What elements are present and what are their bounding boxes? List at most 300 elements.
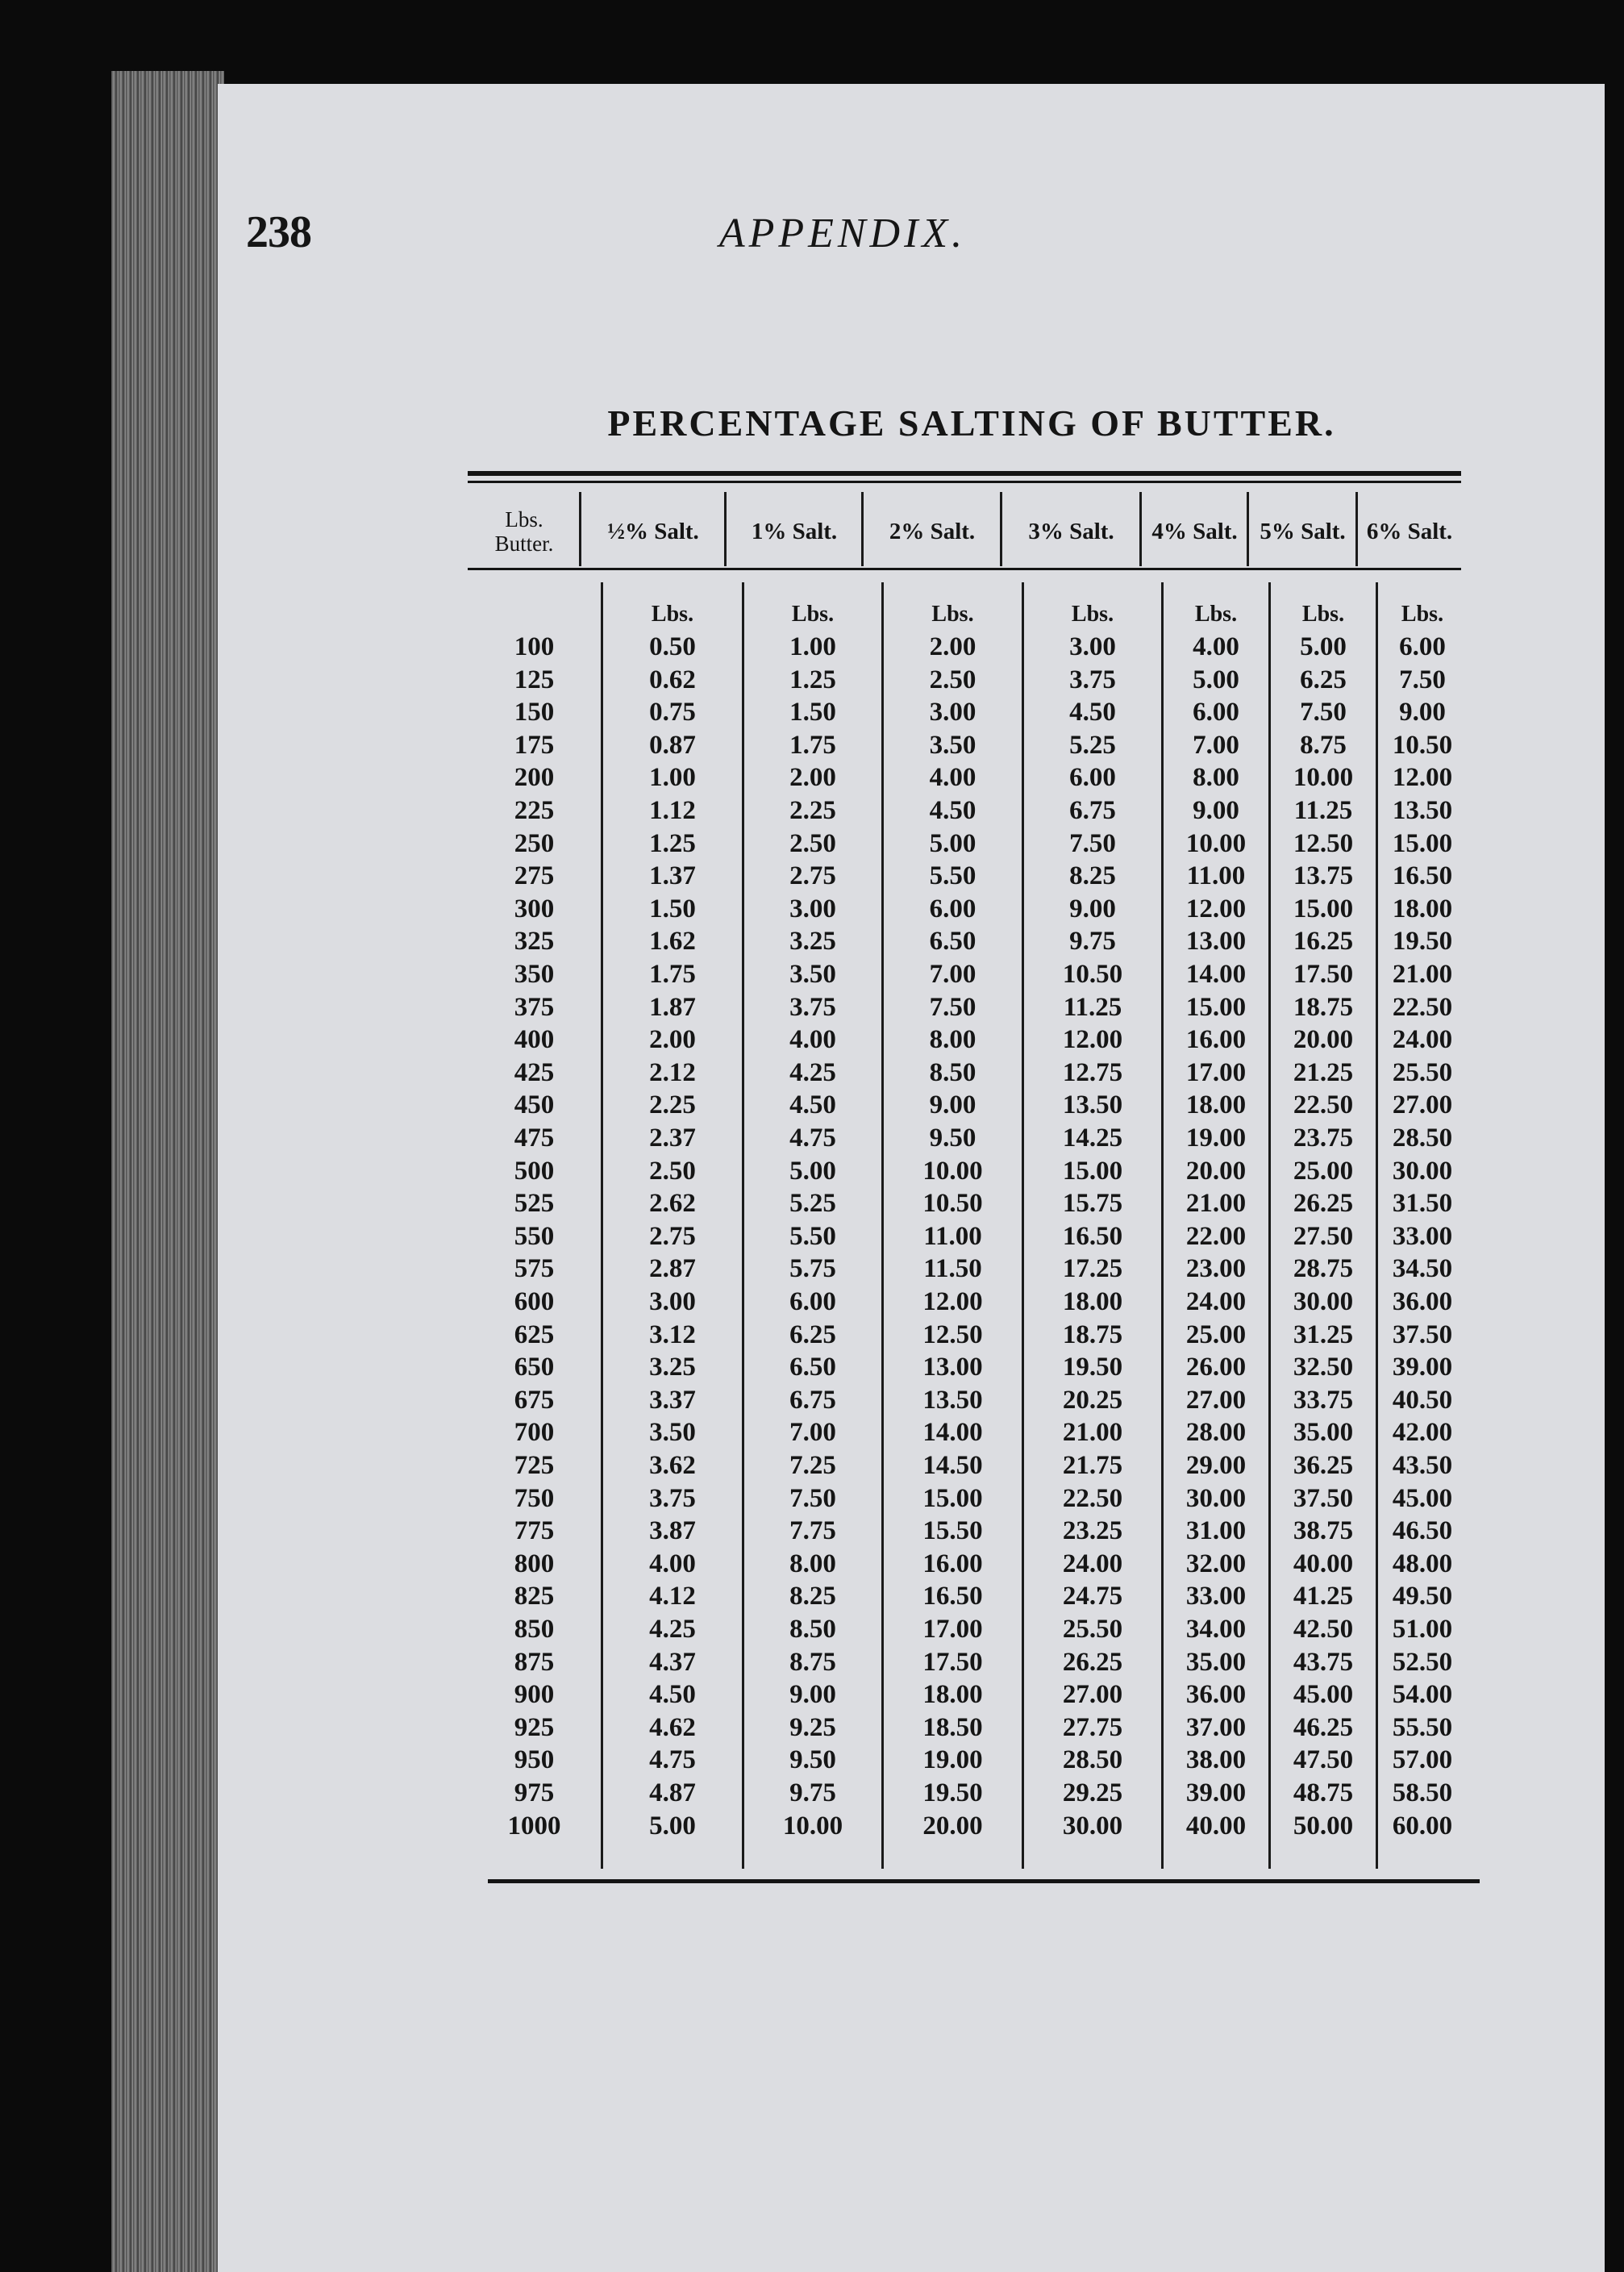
salt-amount-cell: 6.75: [1069, 796, 1116, 825]
salt-amount-cell: 42.00: [1392, 1418, 1453, 1447]
salt-amount-cell: 3.50: [929, 731, 976, 760]
salt-amount-cell: 4.75: [789, 1123, 836, 1153]
salt-amount-cell: 28.75: [1293, 1254, 1354, 1283]
salt-amount-cell: 0.75: [649, 698, 696, 727]
salt-amount-cell: 8.00: [929, 1025, 976, 1054]
butter-weight-cell: 175: [514, 731, 555, 760]
salt-amount-cell: 3.75: [789, 993, 836, 1022]
top-rule-thick: [468, 471, 1461, 476]
salt-amount-cell: 11.25: [1063, 993, 1122, 1022]
salt-amount-cell: 27.00: [1062, 1680, 1123, 1709]
salt-amount-cell: 20.00: [1185, 1157, 1247, 1186]
butter-weight-cell: 475: [514, 1123, 555, 1153]
salt-amount-cell: 48.00: [1392, 1549, 1453, 1578]
salt-amount-cell: 13.75: [1293, 861, 1354, 890]
salt-amount-cell: 15.00: [1392, 829, 1453, 858]
salt-amount-cell: 15.75: [1062, 1189, 1123, 1218]
salt-amount-cell: 4.50: [1069, 698, 1116, 727]
salt-amount-cell: 9.25: [789, 1713, 836, 1742]
salt-amount-cell: 14.00: [922, 1418, 983, 1447]
salt-amount-cell: 2.37: [649, 1123, 696, 1153]
unit-label: Lbs.: [1194, 602, 1238, 627]
salt-amount-cell: 11.50: [923, 1254, 982, 1283]
salt-amount-cell: 7.50: [789, 1484, 836, 1513]
salt-amount-cell: 23.75: [1293, 1123, 1354, 1153]
salt-amount-cell: 21.00: [1062, 1418, 1123, 1447]
salt-amount-cell: 1.75: [649, 960, 696, 989]
salt-amount-cell: 27.00: [1185, 1386, 1247, 1415]
salt-amount-cell: 30.00: [1185, 1484, 1247, 1513]
salt-amount-cell: 2.50: [929, 665, 976, 694]
salt-amount-cell: 7.00: [789, 1418, 836, 1447]
salt-amount-cell: 19.00: [922, 1745, 983, 1774]
salt-amount-cell: 37.50: [1293, 1484, 1354, 1513]
salt-amount-cell: 43.50: [1392, 1451, 1453, 1480]
salt-amount-cell: 2.25: [789, 796, 836, 825]
salt-amount-cell: 25.50: [1392, 1058, 1453, 1087]
header-salt-1: 1% Salt.: [751, 519, 838, 545]
butter-weight-cell: 675: [514, 1386, 555, 1415]
salt-amount-cell: 15.00: [1185, 993, 1247, 1022]
salt-amount-cell: 36.00: [1392, 1287, 1453, 1316]
header-salt-3: 3% Salt.: [1028, 519, 1114, 545]
butter-weight-cell: 775: [514, 1516, 555, 1545]
salt-amount-cell: 19.50: [1062, 1353, 1123, 1382]
header-divider: [1247, 492, 1249, 566]
header-salt-half: ½% Salt.: [607, 519, 699, 545]
salt-amount-cell: 2.62: [649, 1189, 696, 1218]
salt-amount-cell: 16.00: [1185, 1025, 1247, 1054]
table-title: PERCENTAGE SALTING OF BUTTER.: [607, 402, 1336, 444]
salt-amount-cell: 2.75: [789, 861, 836, 890]
salt-amount-cell: 20.25: [1062, 1386, 1123, 1415]
salt-amount-cell: 9.00: [1193, 796, 1239, 825]
salt-amount-cell: 7.00: [1193, 731, 1239, 760]
salt-amount-cell: 15.00: [1062, 1157, 1123, 1186]
salt-amount-cell: 32.00: [1185, 1549, 1247, 1578]
salt-amount-cell: 6.75: [789, 1386, 836, 1415]
header-divider: [1355, 492, 1358, 566]
salt-amount-cell: 1.25: [649, 829, 696, 858]
salt-amount-cell: 12.00: [922, 1287, 983, 1316]
salt-amount-cell: 35.00: [1293, 1418, 1354, 1447]
running-head: APPENDIX.: [718, 211, 967, 256]
salt-amount-cell: 2.50: [789, 829, 836, 858]
salt-amount-cell: 4.12: [649, 1582, 696, 1611]
salt-amount-cell: 16.25: [1293, 927, 1354, 956]
salt-amount-cell: 0.50: [649, 632, 696, 661]
salt-amount-cell: 7.50: [1300, 698, 1347, 727]
butter-weight-cell: 275: [514, 861, 555, 890]
butter-weight-cell: 300: [514, 894, 555, 923]
salt-amount-cell: 15.00: [1293, 894, 1354, 923]
salt-amount-cell: 40.00: [1185, 1811, 1247, 1841]
salt-amount-cell: 4.75: [649, 1745, 696, 1774]
salt-amount-cell: 17.50: [922, 1648, 983, 1677]
unit-label: Lbs.: [1071, 602, 1114, 627]
salt-amount-cell: 11.00: [923, 1222, 982, 1251]
salt-amount-cell: 17.50: [1293, 960, 1354, 989]
salt-amount-cell: 6.25: [789, 1320, 836, 1349]
salt-amount-cell: 9.00: [929, 1090, 976, 1119]
salt-amount-cell: 4.25: [649, 1615, 696, 1644]
salt-amount-cell: 50.00: [1293, 1811, 1354, 1841]
salt-amount-cell: 10.00: [922, 1157, 983, 1186]
salt-amount-cell: 7.00: [929, 960, 976, 989]
salt-amount-cell: 34.00: [1185, 1615, 1247, 1644]
salt-amount-cell: 31.25: [1293, 1320, 1354, 1349]
salt-amount-cell: 10.50: [1392, 731, 1453, 760]
salt-amount-cell: 4.25: [789, 1058, 836, 1087]
salt-amount-cell: 8.00: [1193, 763, 1239, 792]
salt-amount-cell: 36.25: [1293, 1451, 1354, 1480]
salt-amount-cell: 13.00: [1185, 927, 1247, 956]
salt-amount-cell: 42.50: [1293, 1615, 1354, 1644]
salt-amount-cell: 47.50: [1293, 1745, 1354, 1774]
salt-amount-cell: 13.50: [922, 1386, 983, 1415]
salt-amount-cell: 14.00: [1185, 960, 1247, 989]
salt-amount-cell: 5.25: [1069, 731, 1116, 760]
salt-amount-cell: 9.00: [789, 1680, 836, 1709]
salt-amount-cell: 46.50: [1392, 1516, 1453, 1545]
salt-amount-cell: 5.00: [1300, 632, 1347, 661]
salt-amount-cell: 9.50: [789, 1745, 836, 1774]
header-divider: [724, 492, 727, 566]
salt-amount-cell: 12.75: [1062, 1058, 1123, 1087]
page-header: [246, 206, 1439, 263]
salt-amount-cell: 31.50: [1392, 1189, 1453, 1218]
salt-amount-cell: 2.87: [649, 1254, 696, 1283]
header-butter-line2: Butter.: [494, 532, 554, 556]
butter-weight-cell: 950: [514, 1745, 555, 1774]
butter-weight-cell: 725: [514, 1451, 555, 1480]
salt-amount-cell: 7.50: [929, 993, 976, 1022]
salt-amount-cell: 14.50: [922, 1451, 983, 1480]
salt-amount-cell: 9.75: [789, 1778, 836, 1807]
salt-amount-cell: 26.00: [1185, 1353, 1247, 1382]
salt-amount-cell: 32.50: [1293, 1353, 1354, 1382]
salt-amount-cell: 18.00: [1062, 1287, 1123, 1316]
salt-amount-cell: 4.00: [789, 1025, 836, 1054]
salt-amount-cell: 2.50: [649, 1157, 696, 1186]
salt-amount-cell: 2.00: [929, 632, 976, 661]
butter-weight-cell: 550: [514, 1222, 555, 1251]
salt-amount-cell: 18.50: [922, 1713, 983, 1742]
salt-amount-cell: 27.00: [1392, 1090, 1453, 1119]
salt-amount-cell: 37.50: [1392, 1320, 1453, 1349]
salt-amount-cell: 24.00: [1062, 1549, 1123, 1578]
salt-amount-cell: 8.75: [789, 1648, 836, 1677]
salt-amount-cell: 12.00: [1062, 1025, 1123, 1054]
salt-amount-cell: 5.00: [649, 1811, 696, 1841]
salt-amount-cell: 29.25: [1062, 1778, 1123, 1807]
salt-amount-cell: 7.50: [1399, 665, 1446, 694]
salt-amount-cell: 28.50: [1062, 1745, 1123, 1774]
salt-amount-cell: 8.00: [789, 1549, 836, 1578]
salt-amount-cell: 39.00: [1392, 1353, 1453, 1382]
salt-amount-cell: 21.00: [1392, 960, 1453, 989]
salt-amount-cell: 2.00: [789, 763, 836, 792]
salt-amount-cell: 43.75: [1293, 1648, 1354, 1677]
butter-weight-cell: 400: [514, 1025, 555, 1054]
salt-amount-cell: 23.00: [1185, 1254, 1247, 1283]
header-butter: [472, 492, 577, 573]
salt-amount-cell: 48.75: [1293, 1778, 1354, 1807]
header-salt-6: 6% Salt.: [1366, 519, 1453, 545]
butter-weight-cell: 250: [514, 829, 555, 858]
salt-amount-cell: 1.87: [649, 993, 696, 1022]
salt-amount-cell: 5.00: [789, 1157, 836, 1186]
salt-amount-cell: 3.87: [649, 1516, 696, 1545]
salt-amount-cell: 29.00: [1185, 1451, 1247, 1480]
salt-amount-cell: 13.00: [922, 1353, 983, 1382]
salt-amount-cell: 45.00: [1293, 1680, 1354, 1709]
salt-amount-cell: 3.62: [649, 1451, 696, 1480]
butter-weight-cell: 925: [514, 1713, 555, 1742]
unit-label: Lbs.: [1301, 602, 1345, 627]
header-salt-4: 4% Salt.: [1151, 519, 1238, 545]
salt-amount-cell: 21.00: [1185, 1189, 1247, 1218]
salt-amount-cell: 28.00: [1185, 1418, 1247, 1447]
salt-amount-cell: 22.50: [1062, 1484, 1123, 1513]
salt-amount-cell: 27.75: [1062, 1713, 1123, 1742]
salt-amount-cell: 12.50: [1293, 829, 1354, 858]
salt-amount-cell: 1.50: [789, 698, 836, 727]
salt-amount-cell: 3.50: [649, 1418, 696, 1447]
salt-amount-cell: 55.50: [1392, 1713, 1453, 1742]
salt-amount-cell: 2.25: [649, 1090, 696, 1119]
salt-amount-cell: 46.25: [1293, 1713, 1354, 1742]
butter-weight-cell: 625: [514, 1320, 555, 1349]
salt-amount-cell: 40.50: [1392, 1386, 1453, 1415]
salt-amount-cell: 49.50: [1392, 1582, 1453, 1611]
salt-amount-cell: 12.00: [1392, 763, 1453, 792]
butter-weight-cell: 600: [514, 1287, 555, 1316]
salt-amount-cell: 16.50: [1392, 861, 1453, 890]
salt-amount-cell: 18.75: [1062, 1320, 1123, 1349]
salt-amount-cell: 10.00: [1185, 829, 1247, 858]
butter-weight-cell: 425: [514, 1058, 555, 1087]
butter-weight-cell: 500: [514, 1157, 555, 1186]
salt-amount-cell: 3.37: [649, 1386, 696, 1415]
salt-amount-cell: 24.00: [1392, 1025, 1453, 1054]
page-number: 238: [246, 207, 311, 257]
salt-amount-cell: 52.50: [1392, 1648, 1453, 1677]
salt-amount-cell: 22.50: [1392, 993, 1453, 1022]
salt-amount-cell: 3.00: [789, 894, 836, 923]
salt-amount-cell: 16.50: [1062, 1222, 1123, 1251]
salt-amount-cell: 27.50: [1293, 1222, 1354, 1251]
butter-weight-cell: 975: [514, 1778, 555, 1807]
salt-amount-cell: 5.00: [1193, 665, 1239, 694]
salt-amount-cell: 8.75: [1300, 731, 1347, 760]
salt-amount-cell: 45.00: [1392, 1484, 1453, 1513]
salt-amount-cell: 6.00: [929, 894, 976, 923]
header-divider: [1139, 492, 1142, 566]
salt-amount-cell: 1.25: [789, 665, 836, 694]
salt-amount-cell: 6.00: [1069, 763, 1116, 792]
salt-amount-cell: 3.12: [649, 1320, 696, 1349]
salt-amount-cell: 1.62: [649, 927, 696, 956]
butter-weight-cell: 200: [514, 763, 555, 792]
salt-amount-cell: 8.25: [789, 1582, 836, 1611]
salt-amount-cell: 5.75: [789, 1254, 836, 1283]
salt-amount-cell: 36.00: [1185, 1680, 1247, 1709]
butter-weight-cell: 750: [514, 1484, 555, 1513]
salt-amount-cell: 16.50: [922, 1582, 983, 1611]
salt-amount-cell: 58.50: [1392, 1778, 1453, 1807]
salt-amount-cell: 10.00: [782, 1811, 843, 1841]
salt-amount-cell: 6.00: [1399, 632, 1446, 661]
salt-amount-cell: 3.25: [649, 1353, 696, 1382]
salt-amount-cell: 1.00: [649, 763, 696, 792]
salt-amount-cell: 20.00: [922, 1811, 983, 1841]
salt-amount-cell: 3.50: [789, 960, 836, 989]
butter-weight-cell: 225: [514, 796, 555, 825]
salt-amount-cell: 28.50: [1392, 1123, 1453, 1153]
salt-amount-cell: 18.00: [1392, 894, 1453, 923]
salt-amount-cell: 19.00: [1185, 1123, 1247, 1153]
unit-label: Lbs.: [791, 602, 835, 627]
butter-weight-cell: 700: [514, 1418, 555, 1447]
salt-amount-cell: 4.00: [1193, 632, 1239, 661]
salt-amount-cell: 10.50: [922, 1189, 983, 1218]
salt-amount-cell: 9.50: [929, 1123, 976, 1153]
salt-amount-cell: 6.25: [1300, 665, 1347, 694]
book-page-edge: [111, 71, 224, 2272]
salt-amount-cell: 1.50: [649, 894, 696, 923]
header-rule: [468, 568, 1461, 570]
salt-amount-cell: 6.50: [929, 927, 976, 956]
salt-amount-cell: 20.00: [1293, 1025, 1354, 1054]
butter-weight-cell: 900: [514, 1680, 555, 1709]
salt-amount-cell: 7.50: [1069, 829, 1116, 858]
salt-amount-cell: 7.75: [789, 1516, 836, 1545]
salt-amount-cell: 2.75: [649, 1222, 696, 1251]
salt-amount-cell: 9.00: [1069, 894, 1116, 923]
salt-amount-cell: 21.75: [1062, 1451, 1123, 1480]
salt-amount-cell: 25.00: [1293, 1157, 1354, 1186]
salt-amount-cell: 4.37: [649, 1648, 696, 1677]
salt-amount-cell: 3.00: [1069, 632, 1116, 661]
salt-amount-cell: 6.00: [1193, 698, 1239, 727]
salt-amount-cell: 1.00: [789, 632, 836, 661]
salt-amount-cell: 4.62: [649, 1713, 696, 1742]
salt-amount-cell: 1.12: [649, 796, 696, 825]
unit-label: Lbs.: [1401, 602, 1444, 627]
salt-amount-cell: 10.50: [1062, 960, 1123, 989]
salt-amount-cell: 4.50: [649, 1680, 696, 1709]
header-divider: [579, 492, 581, 566]
salt-amount-cell: 8.50: [929, 1058, 976, 1087]
header-divider: [1000, 492, 1002, 566]
salt-amount-cell: 15.00: [922, 1484, 983, 1513]
salt-amount-cell: 3.25: [789, 927, 836, 956]
salt-amount-cell: 6.50: [789, 1353, 836, 1382]
salt-amount-cell: 5.50: [929, 861, 976, 890]
salt-amount-cell: 5.25: [789, 1189, 836, 1218]
salt-amount-cell: 11.00: [1186, 861, 1246, 890]
salt-amount-cell: 30.00: [1293, 1287, 1354, 1316]
salt-amount-cell: 60.00: [1392, 1811, 1453, 1841]
salt-amount-cell: 8.25: [1069, 861, 1116, 890]
salt-amount-cell: 19.50: [1392, 927, 1453, 956]
salt-amount-cell: 38.00: [1185, 1745, 1247, 1774]
salt-amount-cell: 26.25: [1062, 1648, 1123, 1677]
salt-amount-cell: 14.25: [1062, 1123, 1123, 1153]
butter-weight-cell: 825: [514, 1582, 555, 1611]
salt-amount-cell: 4.00: [649, 1549, 696, 1578]
salt-amount-cell: 26.25: [1293, 1189, 1354, 1218]
salt-amount-cell: 23.25: [1062, 1516, 1123, 1545]
salt-amount-cell: 11.25: [1293, 796, 1353, 825]
salt-amount-cell: 9.00: [1399, 698, 1446, 727]
salt-amount-cell: 22.00: [1185, 1222, 1247, 1251]
butter-weight-cell: 150: [514, 698, 555, 727]
top-rule-thin: [468, 481, 1461, 483]
salt-amount-cell: 22.50: [1293, 1090, 1354, 1119]
salt-amount-cell: 0.87: [649, 731, 696, 760]
salt-amount-cell: 19.50: [922, 1778, 983, 1807]
salt-amount-cell: 35.00: [1185, 1648, 1247, 1677]
butter-weight-cell: 375: [514, 993, 555, 1022]
salt-amount-cell: 34.50: [1392, 1254, 1453, 1283]
salt-amount-cell: 21.25: [1293, 1058, 1354, 1087]
salt-amount-cell: 3.75: [1069, 665, 1116, 694]
butter-weight-cell: 800: [514, 1549, 555, 1578]
salt-amount-cell: 4.50: [789, 1090, 836, 1119]
salt-amount-cell: 41.25: [1293, 1582, 1354, 1611]
salt-amount-cell: 38.75: [1293, 1516, 1354, 1545]
salt-amount-cell: 4.87: [649, 1778, 696, 1807]
salt-amount-cell: 4.50: [929, 796, 976, 825]
butter-weight-cell: 575: [514, 1254, 555, 1283]
salt-amount-cell: 16.00: [922, 1549, 983, 1578]
salt-amount-cell: 13.50: [1062, 1090, 1123, 1119]
salt-amount-cell: 2.12: [649, 1058, 696, 1087]
salt-amount-cell: 1.37: [649, 861, 696, 890]
butter-weight-cell: 350: [514, 960, 555, 989]
salt-amount-cell: 15.50: [922, 1516, 983, 1545]
butter-weight-cell: 850: [514, 1615, 555, 1644]
salt-amount-cell: 3.00: [929, 698, 976, 727]
salt-amount-cell: 12.00: [1185, 894, 1247, 923]
salt-amount-cell: 0.62: [649, 665, 696, 694]
butter-weight-cell: 525: [514, 1189, 555, 1218]
unit-label: Lbs.: [931, 602, 974, 627]
butter-weight-cell: 100: [514, 632, 555, 661]
butter-weight-cell: 450: [514, 1090, 555, 1119]
salt-amount-cell: 12.50: [922, 1320, 983, 1349]
header-butter-line1: Lbs.: [505, 507, 543, 532]
salt-amount-cell: 5.50: [789, 1222, 836, 1251]
salt-amount-cell: 39.00: [1185, 1778, 1247, 1807]
salt-amount-cell: 24.00: [1185, 1287, 1247, 1316]
salt-amount-cell: 9.75: [1069, 927, 1116, 956]
header-salt-5: 5% Salt.: [1260, 519, 1346, 545]
salt-amount-cell: 8.50: [789, 1615, 836, 1644]
salt-amount-cell: 4.00: [929, 763, 976, 792]
salt-amount-cell: 37.00: [1185, 1713, 1247, 1742]
salt-amount-cell: 18.75: [1293, 993, 1354, 1022]
salt-amount-cell: 6.00: [789, 1287, 836, 1316]
butter-weight-cell: 650: [514, 1353, 555, 1382]
bottom-rule: [488, 1879, 1480, 1883]
salt-amount-cell: 25.50: [1062, 1615, 1123, 1644]
salt-amount-cell: 31.00: [1185, 1516, 1247, 1545]
salt-amount-cell: 2.00: [649, 1025, 696, 1054]
butter-weight-cell: 125: [514, 665, 555, 694]
